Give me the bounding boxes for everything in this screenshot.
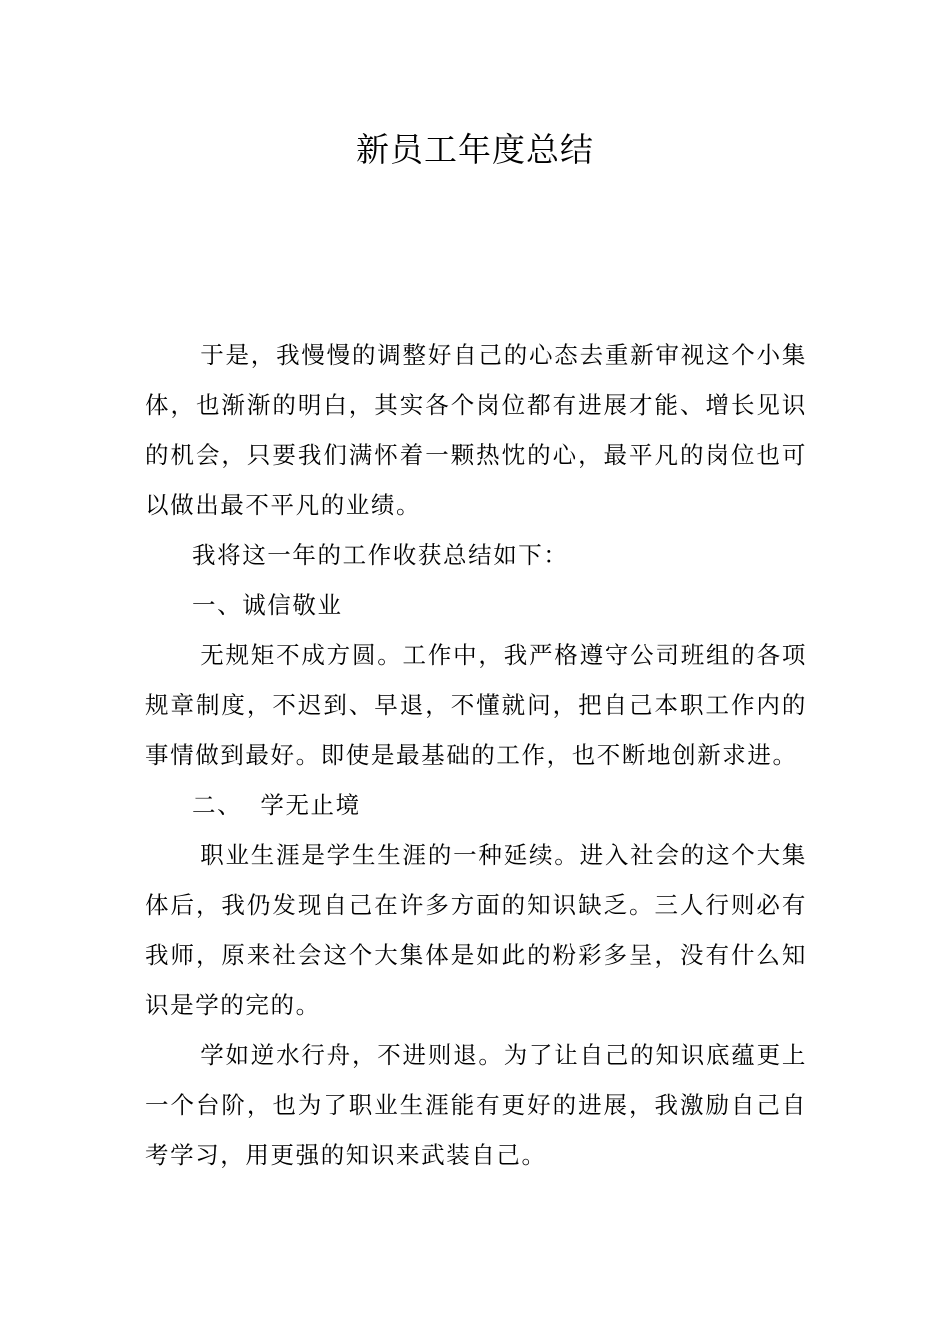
paragraph-integrity: 无规矩不成方圆。工作中，我严格遵守公司班组的各项规章制度，不迟到、早退，不懂就问，把自己本职工作内的事情做到最好。即使是最基础的工作，也不断地创新求进。 (145, 641, 807, 769)
section-heading-learning: 二、 学无止境 (192, 791, 361, 819)
paragraph-learning-2: 学如逆水行舟，不进则退。为了让自己的知识底蕴更上一个台阶，也为了职业生涯能有更好的进展，我激励自己自考学习，用更强的知识来武装自己。 (145, 1041, 807, 1169)
paragraph-learning-1: 职业生涯是学生生涯的一种延续。进入社会的这个大集体后，我仍发现自己在许多方面的知识缺乏。三人行则必有我师，原来社会这个大集体是如此的粉彩多呈，没有什么知识是学的完的。 (145, 841, 807, 1019)
document-title: 新员工年度总结 (356, 130, 594, 169)
section-heading-integrity: 一、诚信敬业 (192, 591, 343, 619)
paragraph-intro: 于是，我慢慢的调整好自己的心态去重新审视这个小集体，也渐渐的明白，其实各个岗位都有进展才能、增长见识的机会，只要我们满怀着一颗热忱的心，最平凡的岗位也可以做出最不平凡的业绩。 (145, 341, 807, 519)
paragraph-summary-lead: 我将这一年的工作收获总结如下： (192, 541, 569, 569)
document-body (145, 330, 807, 1180)
